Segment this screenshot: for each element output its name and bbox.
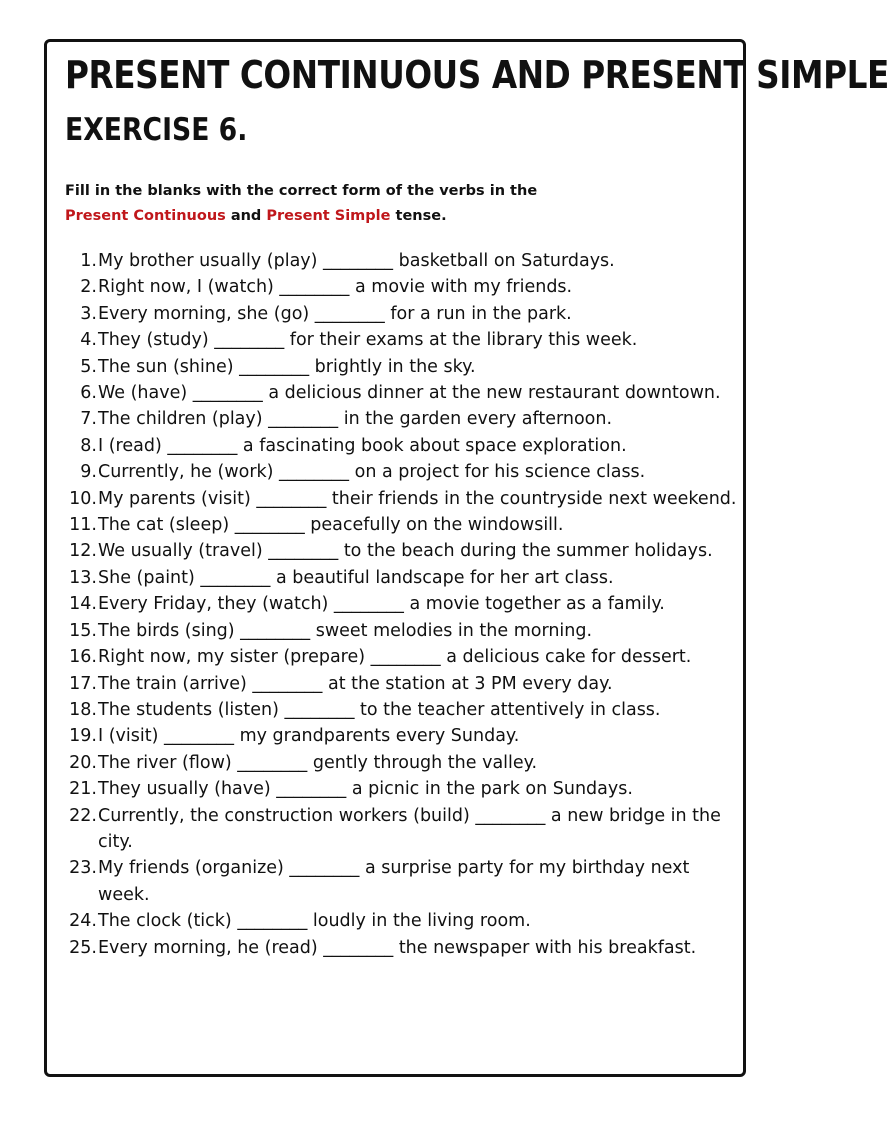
exercise-number-label: 11. xyxy=(69,515,97,536)
exercise-item xyxy=(60,248,742,274)
exercise-item xyxy=(60,538,742,564)
exercise-item xyxy=(60,776,742,802)
exercise-item xyxy=(60,618,742,644)
exercise-sentence: I (read) ________ a fascinating book about space exploration. xyxy=(98,435,627,456)
exercise-number-label: 23. xyxy=(69,858,97,879)
exercise-sentence: Every morning, he (read) ________ the newspaper with his breakfast. xyxy=(98,937,697,958)
exercise-item xyxy=(60,433,742,459)
exercise-sentence: My friends (organize) ________ a surprise party for my birthday next week. xyxy=(98,858,690,905)
exercise-number-label: 16. xyxy=(69,647,97,668)
instructions-text: and xyxy=(225,208,267,224)
exercise-item xyxy=(60,803,742,856)
exercise-item xyxy=(60,565,742,591)
exercise-sentence: I (visit) ________ my grandparents every Sunday. xyxy=(98,726,520,747)
exercise-number-label: 20. xyxy=(69,752,97,773)
exercise-item xyxy=(60,327,742,353)
exercise-number-label: 2. xyxy=(80,277,97,298)
exercise-sentence: Every Friday, they (watch) ________ a movie together as a family. xyxy=(98,594,665,615)
instructions-text: Fill in the blanks with the correct form of the verbs in the xyxy=(65,183,538,199)
exercise-sentence: My brother usually (play) ________ basketball on Saturdays. xyxy=(98,251,615,271)
exercise-sentence: The children (play) ________ in the garden every afternoon. xyxy=(98,409,613,430)
tense-present-simple: Present Simple xyxy=(266,208,391,224)
exercise-number-label: 3. xyxy=(80,303,97,324)
exercise-sentence: The cat (sleep) ________ peacefully on the windowsill. xyxy=(98,515,564,536)
exercise-item xyxy=(60,380,742,406)
exercise-item xyxy=(60,697,742,723)
exercise-sentence: Right now, my sister (prepare) ________ a delicious cake for dessert. xyxy=(98,647,692,668)
exercise-sentence: The birds (sing) ________ sweet melodies in the morning. xyxy=(98,620,593,641)
exercise-number-label: 5. xyxy=(80,356,97,377)
exercise-number-label: 14. xyxy=(69,594,97,615)
exercise-number-label: 24. xyxy=(69,911,97,932)
instructions xyxy=(65,179,725,229)
exercise-number-label: 9. xyxy=(80,462,97,483)
exercise-sentence: She (paint) ________ a beautiful landscape for her art class. xyxy=(98,567,614,588)
exercise-item xyxy=(60,644,742,670)
exercise-number-label: 19. xyxy=(69,726,97,747)
exercise-sentence: Right now, I (watch) ________ a movie with my friends. xyxy=(98,277,573,298)
exercise-item xyxy=(60,354,742,380)
exercise-sentence: The train (arrive) ________ at the station at 3 PM every day. xyxy=(98,673,613,694)
exercise-number-label: 13. xyxy=(69,567,97,588)
exercise-item xyxy=(60,591,742,617)
exercise-number: EXERCISE 6. xyxy=(65,112,248,148)
exercise-number-label: 7. xyxy=(80,409,97,430)
exercise-item xyxy=(60,512,742,538)
exercise-sentence: The students (listen) ________ to the teacher attentively in class. xyxy=(98,699,661,720)
exercise-list xyxy=(60,248,742,961)
page-title: PRESENT CONTINUOUS AND PRESENT SIMPLE xyxy=(65,53,889,97)
exercise-item xyxy=(60,671,742,697)
exercise-number-label: 10. xyxy=(69,488,97,509)
exercise-number-label: 15. xyxy=(69,620,97,641)
exercise-sentence: Currently, he (work) ________ on a project for his science class. xyxy=(98,462,646,483)
exercise-sentence: They (study) ________ for their exams at the library this week. xyxy=(98,330,638,351)
exercise-item xyxy=(60,301,742,327)
exercise-item xyxy=(60,274,742,300)
instructions-text: tense. xyxy=(390,208,447,224)
exercise-item xyxy=(60,486,742,512)
exercise-sentence: The sun (shine) ________ brightly in the sky. xyxy=(98,356,476,377)
exercise-sentence: The river (flow) ________ gently through the valley. xyxy=(98,752,538,773)
exercise-sentence: They usually (have) ________ a picnic in the park on Sundays. xyxy=(98,779,633,800)
exercise-item xyxy=(60,935,742,961)
exercise-number-label: 12. xyxy=(69,541,97,562)
exercise-sentence: Currently, the construction workers (build) ________ a new bridge in the city. xyxy=(98,805,721,852)
exercise-number-label: 1. xyxy=(80,251,97,271)
tense-present-continuous: Present Continuous xyxy=(65,208,226,224)
exercise-item xyxy=(60,723,742,749)
exercise-item xyxy=(60,855,742,908)
exercise-number-label: 25. xyxy=(69,937,97,958)
exercise-number-label: 4. xyxy=(80,330,97,351)
exercise-item xyxy=(60,459,742,485)
exercise-sentence: The clock (tick) ________ loudly in the living room. xyxy=(98,911,531,932)
exercise-item xyxy=(60,908,742,934)
exercise-number-label: 18. xyxy=(69,699,97,720)
exercise-item xyxy=(60,750,742,776)
exercise-item xyxy=(60,406,742,432)
exercise-sentence: My parents (visit) ________ their friends in the countryside next weekend. xyxy=(98,488,737,509)
exercise-sentence: We (have) ________ a delicious dinner at the new restaurant downtown. xyxy=(98,383,721,404)
exercise-number-label: 6. xyxy=(80,383,97,404)
exercise-sentence: We usually (travel) ________ to the beach during the summer holidays. xyxy=(98,541,713,562)
exercise-sentence: Every morning, she (go) ________ for a run in the park. xyxy=(98,303,572,324)
exercise-number-label: 8. xyxy=(80,435,97,456)
exercise-number-label: 22. xyxy=(69,805,97,826)
exercise-number-label: 17. xyxy=(69,673,97,694)
exercise-number-label: 21. xyxy=(69,779,97,800)
